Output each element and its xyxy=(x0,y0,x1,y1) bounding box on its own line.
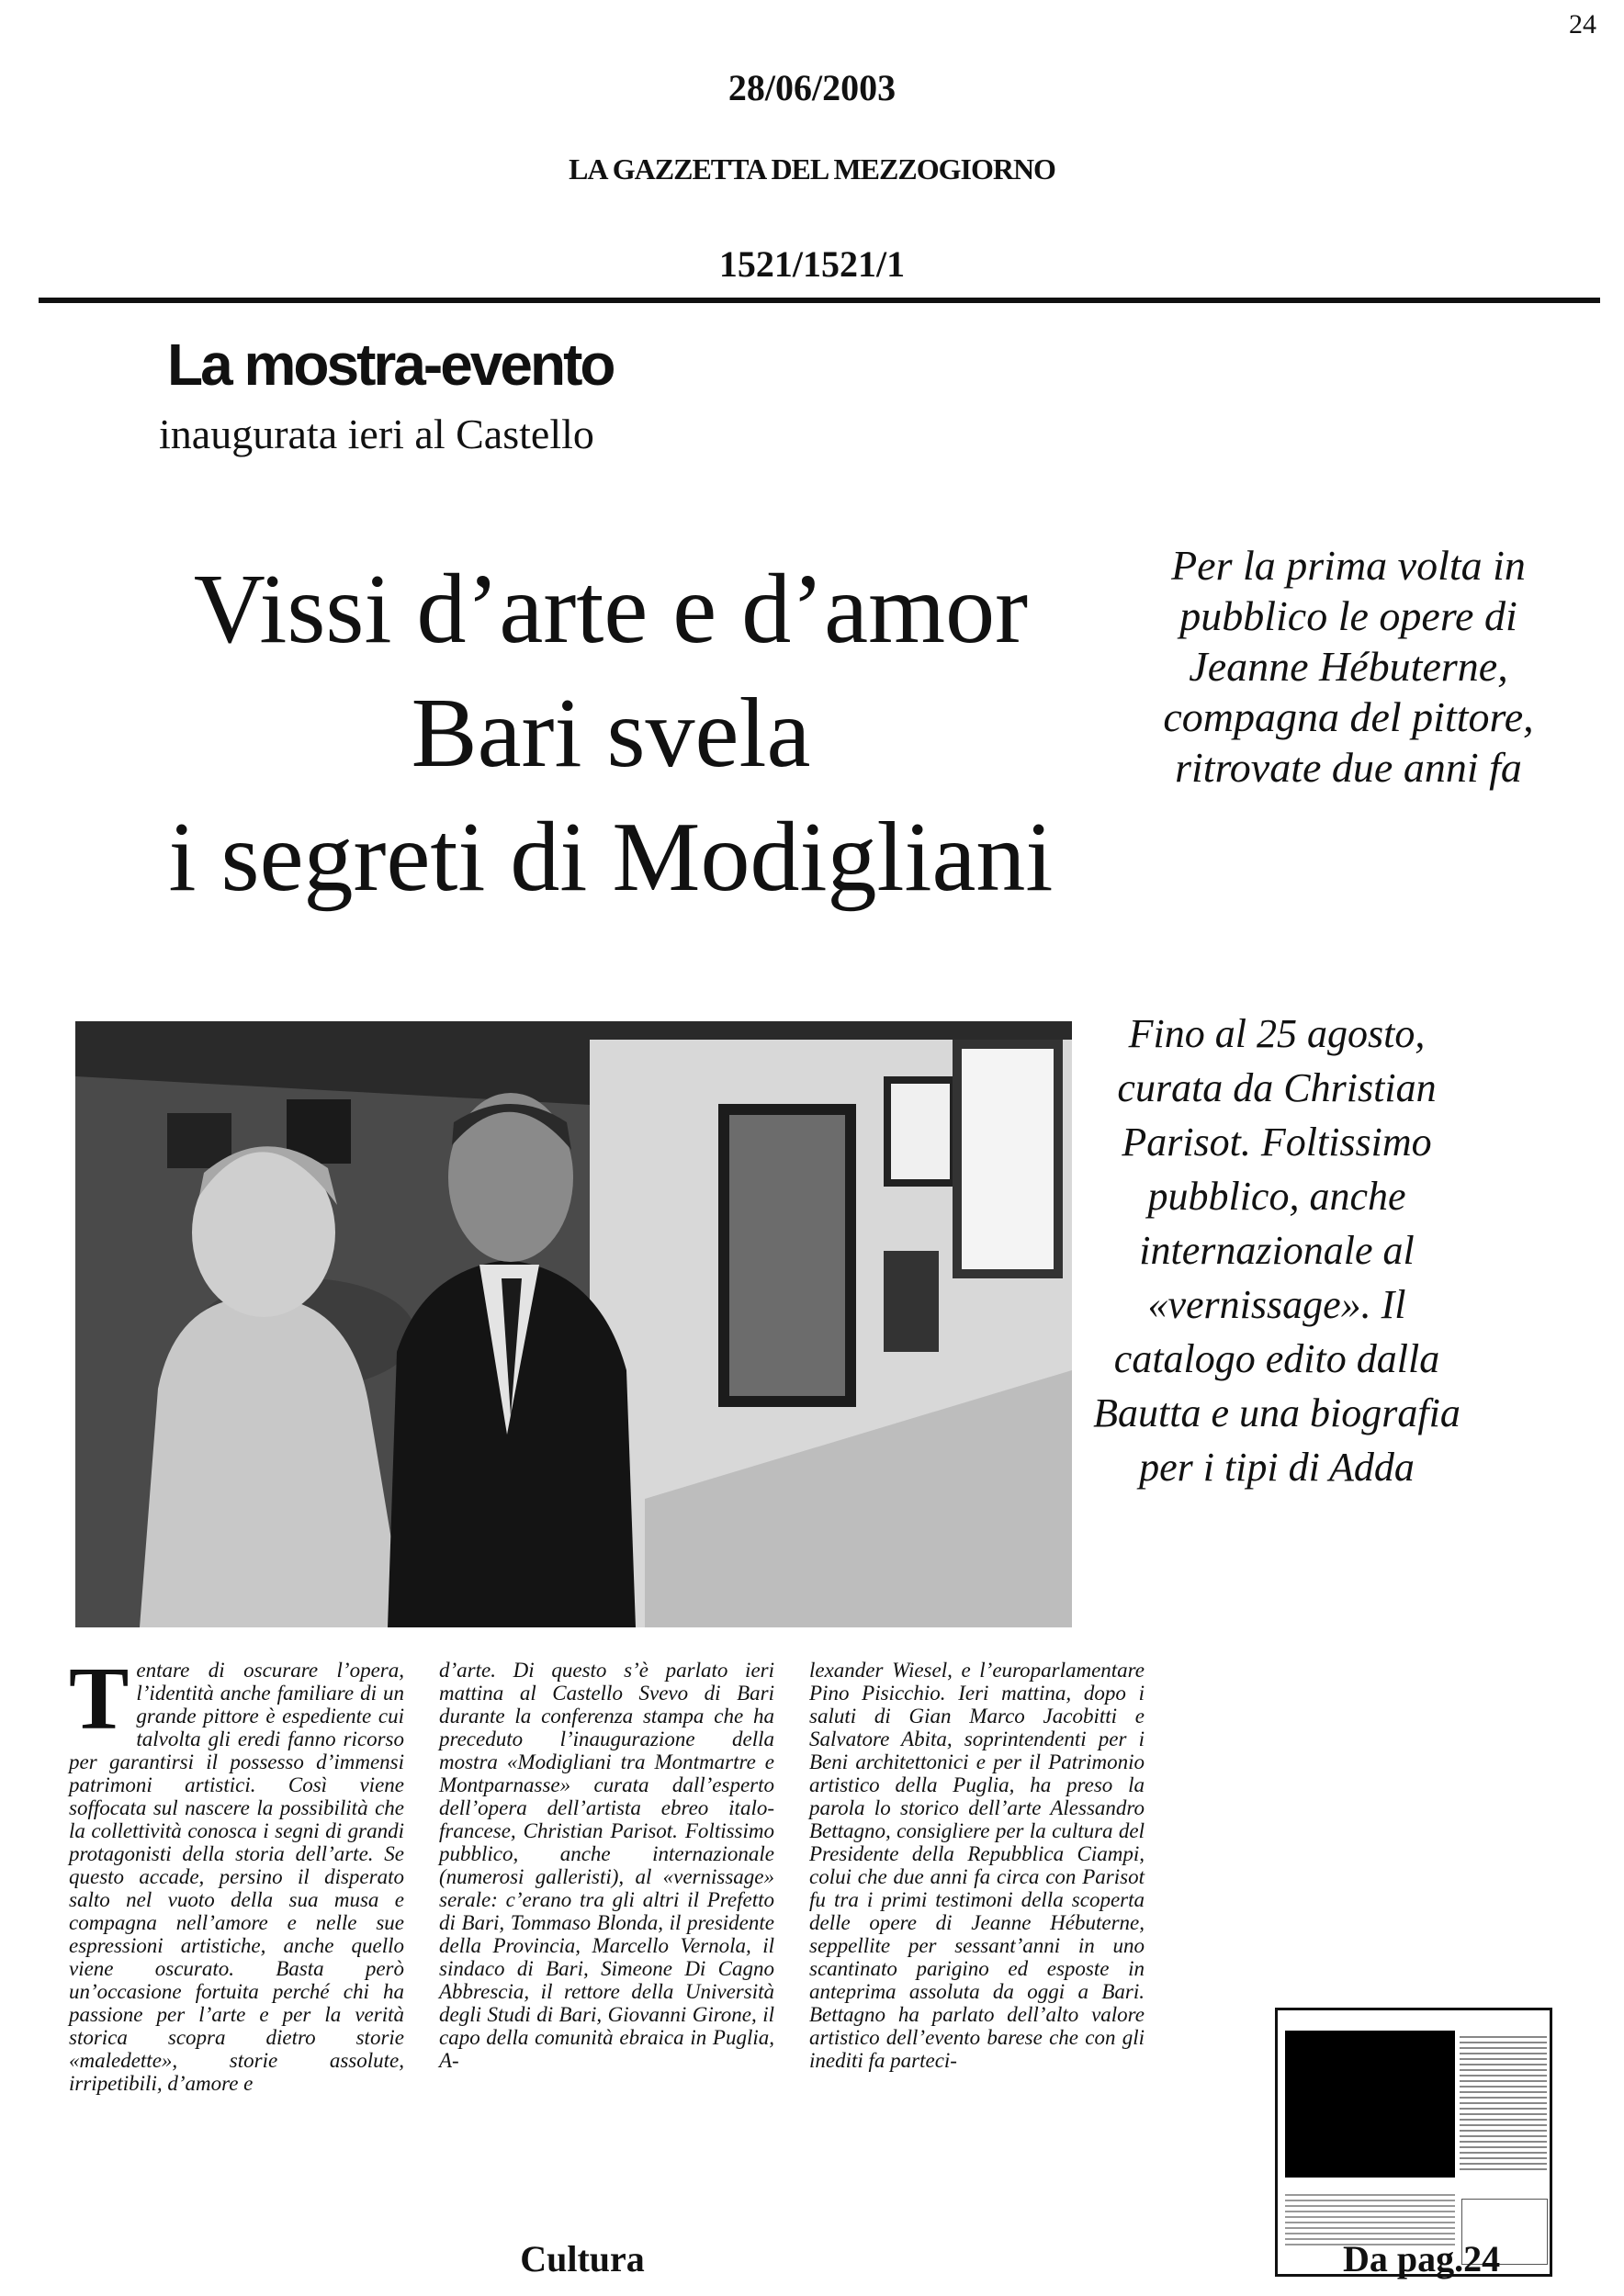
headline-line-2: Bari svela xyxy=(411,679,811,788)
page-number: 24 xyxy=(1569,9,1596,39)
source-page-label: Da pag.24 xyxy=(1343,2238,1501,2279)
article-column-3: lexander Wiesel, e l’europarlamentare Pino Pisicchio. Ieri mattina, dopo i saluti di Gian Marco Jacobitti e Salvatore Abita, soprintendenti per i Beni architettonici e per il Patrimonio artistico della Puglia, ha preso la parola lo storico dell’arte Alessandro Bettagno, consigliere per la cultura del Presidente della Repubblica Ciampi, colui che due anni fa circa con Parisot fu tra i primi testimoni della scoperta delle opere di Jeanne Hébuterne, seppellite per sessant’anni in uno scantinato parigino ed esposte in anteprima assoluta da oggi a Bari. Bettagno ha parlato dell’alto valore artistico dell’evento barese che con gli inediti fa parteci- xyxy=(809,1659,1145,2072)
article-column-2: d’arte. Di questo s’è parlato ieri mattina al Castello Svevo di Bari durante la conferenza stampa che ha preceduto l’inaugurazione della mostra «Modigliani tra Montmartre e Montparnasse» curata dall’esperto dell’opera dell’artista ebreo italo-francese, Christian Parisot. Foltissimo pubblico, anche internazionale (numerosi galleristi), al «vernissage» serale: c’erano tra gli altri il Prefetto di Bari, Tommaso Blonda, il presidente della Provincia, Marcello Vernola, il sindaco di Bari, Simeone Di Cagno Abbrescia, il rettore della Università degli Studi di Bari, Giovanni Girone, il capo della comunità ebraica in Puglia, A- xyxy=(439,1659,774,2072)
kicker-title: La mostra-evento xyxy=(167,332,614,398)
headline-line-3: i segreti di Modigliani xyxy=(168,803,1054,912)
article-column-1 xyxy=(69,1649,404,2095)
publication-date: 28/06/2003 xyxy=(727,67,897,108)
header-divider xyxy=(39,298,1600,303)
document-code: 1521/1521/1 xyxy=(718,243,906,285)
thumbnail-dark-block xyxy=(1285,2031,1455,2178)
drop-cap: T xyxy=(69,1649,130,1749)
gallery-photo-illustration xyxy=(75,1021,1072,1627)
column-1-text: entare di oscurare l’opera, l’identità anche familiare di un grande pittore è espediente cui talvolta gli eredi fanno ricorso per garantirsi il possesso d’immensi patrimoni artistici. Così viene soffocata sul nascere la possibilità che la collettività conosca i segni di grandi protagonisti della storia dell’arte. Se questo accade, persino il disperato salto nel vuoto della sua musa e compagna nell’amore e nelle sue espressioni artistiche, anche quello viene oscurato. Basta però un’occasione fortuita perché chi ha passione per l’arte e per la verità storica scopra dietro storie «maledette», storie assolute, irripetibili, d’amore e xyxy=(69,1659,404,2095)
newspaper-masthead: LA GAZZETTA DEL MEZZOGIORNO xyxy=(569,152,1055,186)
photo-caption: Fino al 25 agosto, curata da Christian Parisot. Foltissimo pubblico, anche internazionale al «vernissage». Il catalogo edito dalla Bautta e una biografia per i tipi di Adda xyxy=(1093,1011,1460,1490)
article-headline xyxy=(64,547,1157,919)
headline-line-1: Vissi d’arte e d’amor xyxy=(193,555,1029,664)
kicker-subtitle: inaugurata ieri al Castello xyxy=(159,411,594,457)
thumbnail-text-block xyxy=(1460,2036,1547,2174)
article-deck: Per la prima volta in pubblico le opere di Jeanne Hébuterne, compagna del pittore, ritrovate due anni fa xyxy=(1163,542,1534,791)
article-photo xyxy=(75,1021,1072,1627)
section-label: Cultura xyxy=(520,2238,645,2279)
